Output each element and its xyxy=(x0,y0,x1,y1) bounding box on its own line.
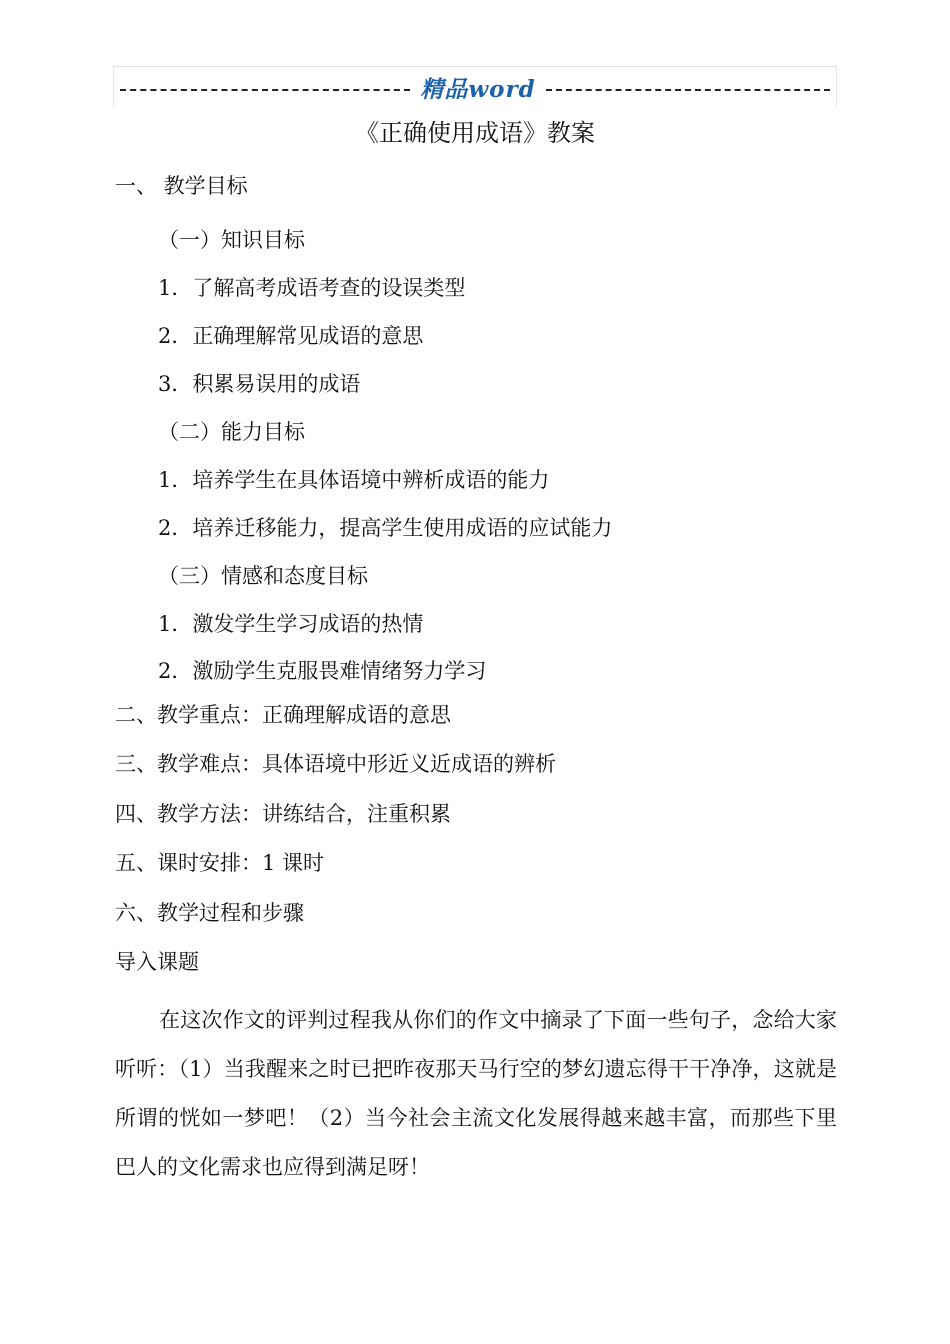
list-item: 2．正确理解常见成语的意思 xyxy=(158,324,424,348)
subsection-heading-ability: （二）能力目标 xyxy=(158,420,305,444)
document-title: 《正确使用成语》教案 xyxy=(355,119,595,147)
list-item: 3．积累易误用的成语 xyxy=(158,372,361,396)
list-item: 2．培养迁移能力，提高学生使用成语的应试能力 xyxy=(158,516,613,540)
header-dashed-rule-left xyxy=(120,89,410,91)
header-dashed-rule-right xyxy=(546,89,830,91)
section-heading-difficulties: 三、教学难点：具体语境中形近义近成语的辨析 xyxy=(115,752,556,776)
body-paragraph: 在这次作文的评判过程我从你们的作文中摘录了下面一些句子，念给大家听听：（1）当我醒来之时已把昨夜那天马行空的梦幻遗忘得干干净净，这就是所谓的恍如一梦吧！（2）当今社会主流文化发展得越来越丰富，而那些下里巴人的文化需求也应得到满足呀！ xyxy=(115,1008,837,1179)
section-heading-objectives: 一、 教学目标 xyxy=(115,174,248,198)
section-heading-methods: 四、教学方法：讲练结合，注重积累 xyxy=(115,802,451,826)
header-brand: 精品word xyxy=(420,76,536,103)
list-item: 1．了解高考成语考查的设误类型 xyxy=(158,276,466,300)
list-item: 2．激励学生克服畏难情绪努力学习 xyxy=(158,659,487,683)
page-header xyxy=(113,66,837,107)
subheading-introduction: 导入课题 xyxy=(115,950,199,974)
section-heading-key-points: 二、教学重点：正确理解成语的意思 xyxy=(115,703,451,727)
section-heading-schedule: 五、课时安排：1 课时 xyxy=(115,851,325,875)
subsection-heading-emotion: （三）情感和态度目标 xyxy=(158,564,368,588)
list-item: 1．激发学生学习成语的热情 xyxy=(158,612,424,636)
subsection-heading-knowledge: （一）知识目标 xyxy=(158,228,305,252)
section-heading-process: 六、教学过程和步骤 xyxy=(115,901,304,925)
list-item: 1．培养学生在具体语境中辨析成语的能力 xyxy=(158,468,550,492)
